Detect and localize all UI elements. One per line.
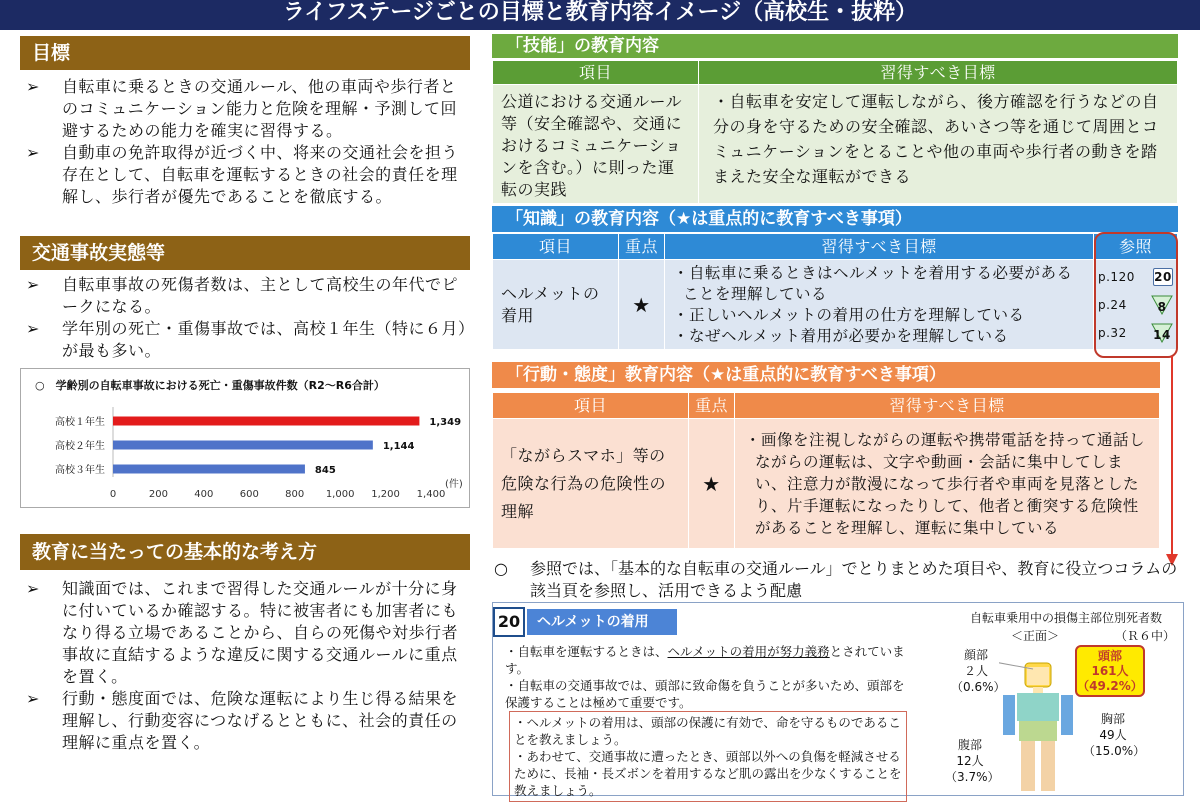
x-tick-label: 400	[194, 489, 214, 500]
x-tick-label: 1,200	[371, 489, 400, 500]
bar	[113, 465, 305, 474]
accident-item: ➢ 学年別の死亡・重傷事故では、高校１年生（特に６月）が最も多い。	[26, 319, 467, 360]
x-tick-label: 600	[239, 489, 259, 500]
knowledge-goal: ・なぜヘルメット着用が必要かを理解している	[673, 326, 1009, 345]
helmet-column	[492, 602, 1184, 796]
knowledge-col-goal: 習得すべき目標	[665, 234, 1094, 260]
column-text	[505, 643, 905, 711]
goal-item: ➢ 自転車に乗るときの交通ルール、他の車両や歩行者とのコミュニケーション能力と危険を理解・予測して回避するための能力を確実に習得する。	[26, 77, 458, 140]
knowledge-col-ref: 参照	[1094, 234, 1178, 260]
value-label: 1,349	[429, 417, 462, 428]
behavior-col-goal: 習得すべき目標	[735, 393, 1160, 419]
bar	[113, 417, 419, 426]
figure-title: 自転車乗用中の損傷主部位別死者数	[969, 611, 1162, 625]
x-tick-label: 0	[109, 489, 117, 500]
unit-label: (件)	[445, 479, 463, 490]
ref-num-badge: 20	[1154, 269, 1172, 284]
behavior-goal: ・画像を注視しながらの運転や携帯電話を持って通話しながらの運転は、文字や動画・会話に集中してしまい、注意力が散漫になって歩行者や車両を見落としたり、片手運転になったりして、他者と衝突する危険性があることを理解し、運転に集中している	[735, 419, 1160, 549]
value-label: 845	[314, 465, 336, 476]
skill-table	[492, 60, 1178, 204]
skill-table-wrap	[492, 60, 1178, 204]
ref-page: p.24	[1098, 297, 1127, 312]
skill-header: 「技能」の教育内容	[492, 34, 1178, 58]
knowledge-table-wrap	[492, 233, 1178, 350]
column-boxed-text	[509, 711, 907, 802]
ref-arrow	[1164, 356, 1180, 568]
skill-goal: ・自転車を安定して運転しながら、後方確認を行うなどの自分の身を守るための安全確認、あいさつ等を通じて周囲とコミュニケーションをとることや他の車両や歩行者の動きを踏まえた安全な運転ができる	[699, 85, 1178, 204]
priority-star: ★	[689, 419, 735, 549]
behavior-header: 「行動・態度」教育内容（★は重点的に教育すべき事項）	[492, 362, 1160, 388]
column-line: ・自転車の交通事故では、頭部に致命傷を負うことが多いため、頭部を保護することは極めて重要です。	[505, 678, 905, 710]
skill-item: 公道における交通ルール等（安全確認や、交通におけるコミュニケーションを含む。）に則った運転の実践	[493, 85, 699, 204]
priority-star: ★	[619, 260, 665, 350]
knowledge-goal: ・自転車に乗るときはヘルメットを着用する必要があることを理解している	[673, 263, 1073, 303]
goal-list	[20, 76, 470, 208]
part-face: 顔部 ２人 （0.6%）	[951, 648, 1006, 694]
x-tick-label: 1,400	[416, 489, 446, 500]
category-label: 高校２年生	[55, 441, 105, 452]
figure-front: ＜正面＞	[1011, 629, 1060, 643]
accident-list	[20, 274, 470, 362]
x-tick-label: 800	[285, 489, 305, 500]
basic-item: ➢ 行動・態度面では、危険な運転により生じ得る結果を理解し、行動変容につなげるとともに、社会的責任の理解に重点を置く。	[26, 689, 459, 752]
knowledge-item: ヘルメットの着用	[493, 260, 619, 350]
skill-col-item: 項目	[493, 61, 699, 85]
body-figure-icon	[999, 659, 1079, 795]
column-title: ヘルメットの着用	[527, 609, 677, 635]
page-title: ライフステージごとの目標と教育内容イメージ（高校生・抜粋）	[0, 0, 1200, 30]
column-boxed-line: ・ヘルメットの着用は、頭部の保護に有効で、命を守るものであることを教えましょう。	[514, 715, 901, 747]
note-mark: ○	[494, 559, 508, 578]
behavior-col-priority: 重点	[689, 393, 735, 419]
bar	[113, 441, 373, 450]
skill-col-goal: 習得すべき目標	[699, 61, 1178, 85]
knowledge-header: 「知識」の教育内容（★は重点的に教育すべき事項）	[492, 206, 1178, 232]
ref-num: 8	[1157, 299, 1167, 314]
basic-item: ➢ 知識面では、これまで習得した交通ルールが十分に身に付いているか確認する。特に被害者にも加害者にもなり得る立場であることから、自らの死傷や対歩行者事故に直結するような違反に関する交通ルールに重点を置く。	[26, 579, 459, 686]
basic-list	[20, 578, 470, 754]
goal-item: ➢ 自動車の免許取得が近づく中、将来の交通社会を担う存在として、自転車を運転するときの社会的責任を理解し、歩行者が優先であることを徹底する。	[26, 143, 459, 206]
chart-title: ○ 学齢別の自転車事故における死亡・重傷事故件数（R2〜R6合計）	[35, 379, 385, 392]
knowledge-goal: ・正しいヘルメットの着用の仕方を理解している	[673, 305, 1025, 324]
column-boxed-line: ・あわせて、交通事故に遭ったとき、頭部以外への負傷を軽減させるために、長袖・長ズボンを着用するなど肌の露出を少なくすることを教えましょう。	[514, 749, 902, 798]
category-label: 高校１年生	[55, 417, 105, 428]
part-head: 頭部 161人 （49.2%）	[1075, 645, 1145, 697]
behavior-table-wrap	[492, 392, 1160, 549]
knowledge-col-priority: 重点	[619, 234, 665, 260]
ref-highlight-box	[1094, 232, 1178, 358]
note-text: 参照では、「基本的な自転車の交通ルール」でとりまとめた項目や、教育に役立つコラムの該当頁を参照し、活用できるよう配慮	[530, 559, 1178, 600]
ref-num: 14	[1153, 327, 1171, 342]
basic-header: 教育に当たっての基本的な考え方	[20, 534, 470, 570]
knowledge-col-item: 項目	[493, 234, 619, 260]
accident-header: 交通事故実態等	[20, 236, 470, 270]
value-label: 1,144	[382, 441, 415, 452]
x-tick-label: 1,000	[325, 489, 355, 500]
figure-period: （Ｒ６中）	[1115, 629, 1176, 643]
category-label: 高校３年生	[55, 465, 105, 476]
column-line: ・自転車を運転するときは、ヘルメットの着用が努力義務とされています。	[505, 644, 905, 676]
bar-chart-svg	[21, 369, 469, 507]
behavior-table	[492, 392, 1160, 549]
goal-header: 目標	[20, 36, 470, 70]
knowledge-goals	[665, 260, 1094, 350]
behavior-col-item: 項目	[493, 393, 689, 419]
ref-page: p.120	[1098, 269, 1135, 284]
x-tick-label: 200	[148, 489, 168, 500]
behavior-item: 「ながらスマホ」等の危険な行為の危険性の理解	[493, 419, 689, 549]
column-number: 20	[493, 607, 525, 637]
reference-note	[492, 558, 1182, 602]
part-chest: 胸部 49人 （15.0%）	[1083, 712, 1146, 758]
accident-chart	[20, 368, 470, 508]
ref-page: p.32	[1098, 325, 1127, 340]
part-abdomen: 腹部 12人 （3.7%）	[945, 738, 1000, 784]
accident-item: ➢ 自転車事故の死傷者数は、主として高校生の年代でピークになる。	[26, 275, 459, 316]
knowledge-table	[492, 233, 1178, 350]
